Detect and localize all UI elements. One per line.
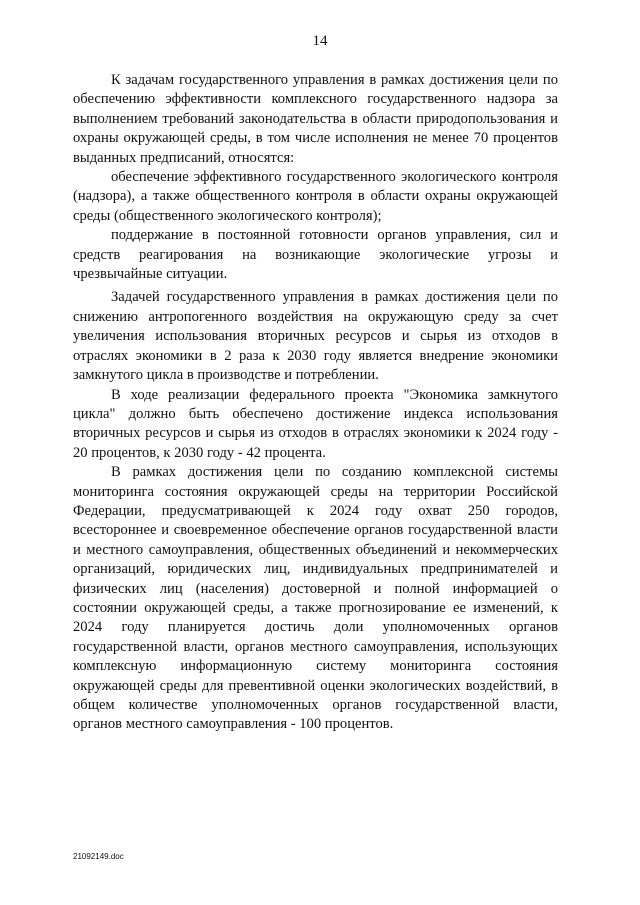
- page-number: 14: [312, 33, 328, 49]
- document-body: [73, 71, 558, 735]
- paragraph-readiness: поддержание в постоянной готовности органов управления, сил и средств реагирования на возникающие экологические угрозы и чрезвычайные ситуации.: [73, 227, 558, 283]
- paragraph-monitoring-system: В рамках достижения цели по созданию комплексной системы мониторинга состояния окружающей среды на территории Российской Федерации, предусматривающей к 2024 году охват 250 городов, всестороннее и своевременное обеспечение органов государственной власти и местного самоуправления, общественных объединений и некоммерческих организаций, юридических лиц, индивидуальных предпринимателей и физических лиц (населения) достоверной и полной информацией о состоянии окружающей среды, а также прогнозирование ее изменений, к 2024 году планируется достичь доли уполномоченных органов государственной власти, органов местного самоуправления, использующих комплексную информационную систему мониторинга состояния окружающей среды для превентивной оценки экологических воздействий, в общем количестве уполномоченных органов государственной власти, органов местного самоуправления - 100 процентов.: [73, 464, 558, 733]
- paragraph-federal-project: В ходе реализации федерального проекта "Экономика замкнутого цикла" должно быть обеспечено достижение индекса использования вторичных ресурсов и сырья из отходов в отраслях экономики к 2024 году - 20 процентов, к 2030 году - 42 процента.: [73, 386, 558, 461]
- paragraph-circular-economy: Задачей государственного управления в рамках достижения цели по снижению антропогенного воздействия на окружающую среду за счет увеличения использования вторичных ресурсов и сырья из отходов в отраслях экономики в 2 раза к 2030 году является внедрение экономики замкнутого цикла в производстве и потреблении.: [73, 289, 558, 384]
- paragraph-ecological-control: обеспечение эффективного государственного экологического контроля (надзора), а также общественного контроля в области охраны окружающей среды (общественного экологического контроля);: [73, 169, 558, 224]
- paragraph-control-tasks-intro: К задачам государственного управления в рамках достижения цели по обеспечению эффективности комплексного государственного надзора за выполнением требований законодательства в области природопользования и охраны окружающей среды, в том числе исполнения не менее 70 процентов выданных предписаний, относятся:: [73, 72, 558, 166]
- footer-filename: 21092149.doc: [73, 852, 124, 861]
